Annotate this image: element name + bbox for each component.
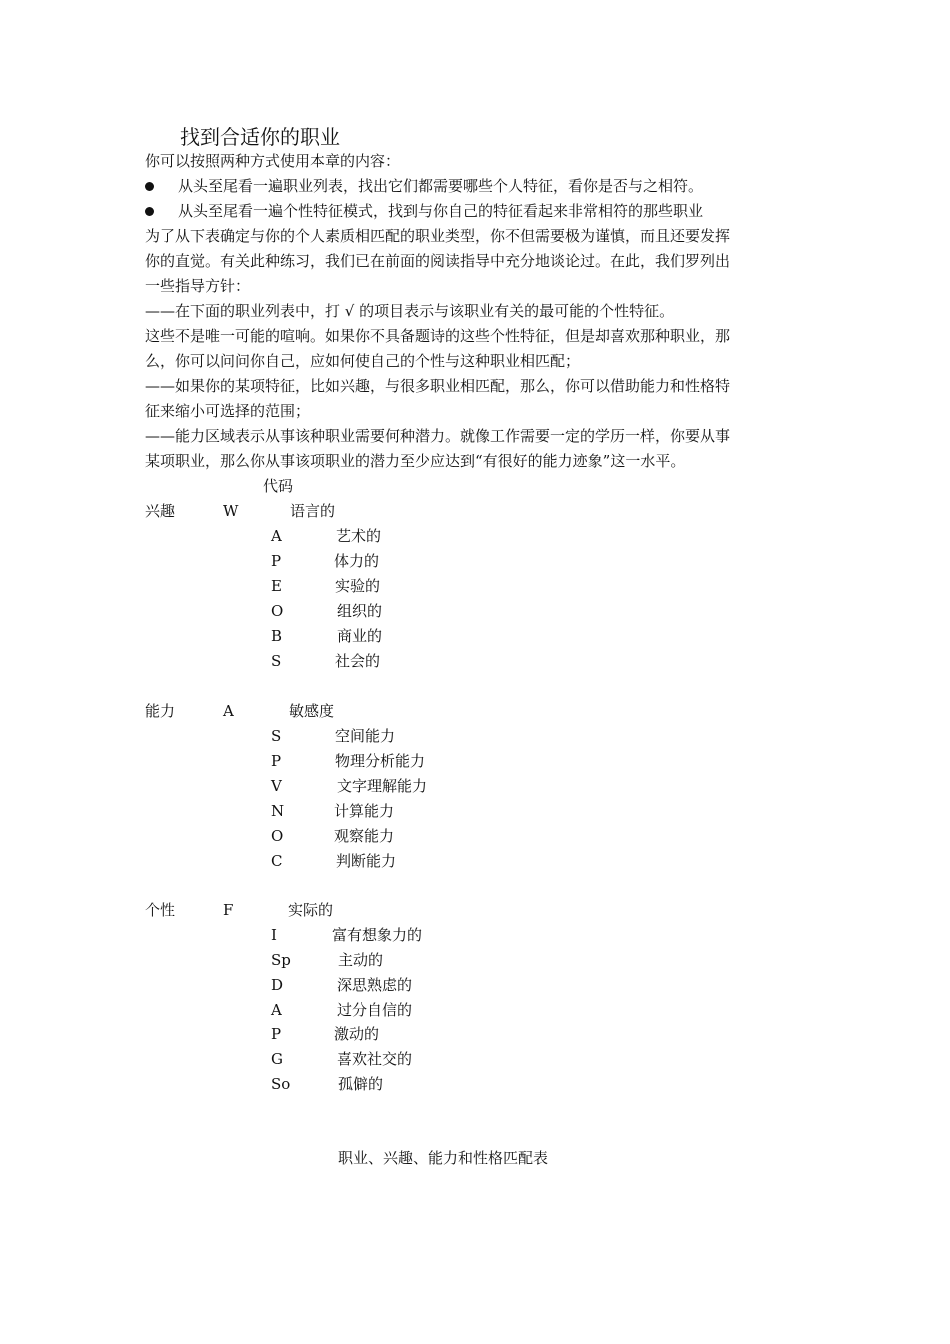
paragraph-line: 一些指导方针：	[145, 277, 251, 295]
code-column-header: 代码	[263, 477, 294, 495]
trait-label: 观察能力	[334, 827, 395, 845]
paragraph-line: ——能力区域表示从事该种职业需要何种潜力。就像工作需要一定的学历一样，你要从事	[145, 427, 731, 445]
trait-label: 孤僻的	[338, 1075, 384, 1093]
trait-label: 主动的	[338, 951, 384, 969]
paragraph-line: 你的直觉。有关此种练习，我们已在前面的阅读指导中充分地谈论过。在此，我们罗列出	[145, 252, 731, 270]
paragraph-line: 征来缩小可选择的范围；	[145, 402, 311, 420]
trait-code: O	[271, 827, 284, 845]
trait-label: 实验的	[335, 577, 381, 595]
bullet-text: 从头至尾看一遍职业列表，找出它们都需要哪些个人特征，看你是否与之相符。	[178, 177, 704, 195]
trait-label: 判断能力	[336, 852, 397, 870]
trait-code: A	[271, 1001, 282, 1019]
trait-code: G	[271, 1050, 283, 1068]
trait-code: N	[271, 802, 285, 820]
trait-code: F	[223, 901, 234, 919]
trait-label: 艺术的	[336, 527, 382, 545]
trait-code: A	[223, 702, 234, 720]
page-title: 找到合适你的职业	[180, 125, 340, 149]
trait-label: 空间能力	[335, 727, 396, 745]
trait-code: D	[271, 976, 284, 994]
trait-code: C	[271, 852, 283, 870]
trait-label: 组织的	[337, 602, 383, 620]
trait-code: P	[271, 552, 282, 570]
trait-label: 喜欢社交的	[337, 1050, 413, 1068]
paragraph-line: ——如果你的某项特征，比如兴趣，与很多职业相匹配，那么，你可以借助能力和性格特	[145, 377, 731, 395]
trait-label: 文字理解能力	[337, 777, 428, 795]
paragraph-line: 某项职业，那么你从事该项职业的潜力至少应达到“有很好的能力迹象”这一水平。	[145, 452, 686, 470]
category-label: 能力	[145, 702, 176, 720]
trait-label: 敏感度	[289, 702, 335, 720]
trait-label: 体力的	[334, 552, 380, 570]
trait-code: Sp	[271, 951, 291, 969]
bullet-dot-icon	[145, 182, 154, 191]
trait-label: 社会的	[335, 652, 381, 670]
trait-code: P	[271, 1025, 282, 1043]
bullet-text: 从头至尾看一遍个性特征模式，找到与你自己的特征看起来非常相符的那些职业	[178, 202, 704, 220]
trait-label: 深思熟虑的	[337, 976, 413, 994]
bullet-dot-icon	[145, 207, 154, 216]
trait-code: S	[271, 727, 282, 745]
paragraph-line: ——在下面的职业列表中，打 √ 的项目表示与该职业有关的最可能的个性特征。	[145, 302, 675, 320]
category-label: 个性	[145, 901, 176, 919]
trait-code: So	[271, 1075, 291, 1093]
trait-code: S	[271, 652, 282, 670]
trait-label: 语言的	[290, 502, 336, 520]
paragraph-line: 这些不是唯一可能的喧响。如果你不具备题诗的这些个性特征，但是却喜欢那种职业，那	[145, 327, 731, 345]
trait-code: B	[271, 627, 283, 645]
trait-label: 富有想象力的	[332, 926, 423, 944]
trait-label: 商业的	[337, 627, 383, 645]
trait-code: E	[271, 577, 282, 595]
category-label: 兴趣	[145, 502, 176, 520]
trait-code: V	[271, 777, 282, 795]
trait-code: A	[271, 527, 282, 545]
paragraph-line: 么，你可以问问你自己，应如何使自己的个性与这种职业相匹配；	[145, 352, 581, 370]
table-caption: 职业、兴趣、能力和性格匹配表	[338, 1149, 549, 1167]
trait-code: O	[271, 602, 284, 620]
trait-label: 计算能力	[334, 802, 395, 820]
trait-label: 激动的	[334, 1025, 380, 1043]
paragraph-line: 为了从下表确定与你的个人素质相匹配的职业类型，你不但需要极为谨慎，而且还要发挥	[145, 227, 731, 245]
trait-code: I	[271, 926, 277, 944]
trait-code: P	[271, 752, 282, 770]
trait-code: W	[223, 502, 239, 520]
trait-label: 过分自信的	[337, 1001, 413, 1019]
trait-label: 实际的	[288, 901, 334, 919]
trait-label: 物理分析能力	[335, 752, 426, 770]
intro-line: 你可以按照两种方式使用本章的内容：	[145, 152, 401, 170]
